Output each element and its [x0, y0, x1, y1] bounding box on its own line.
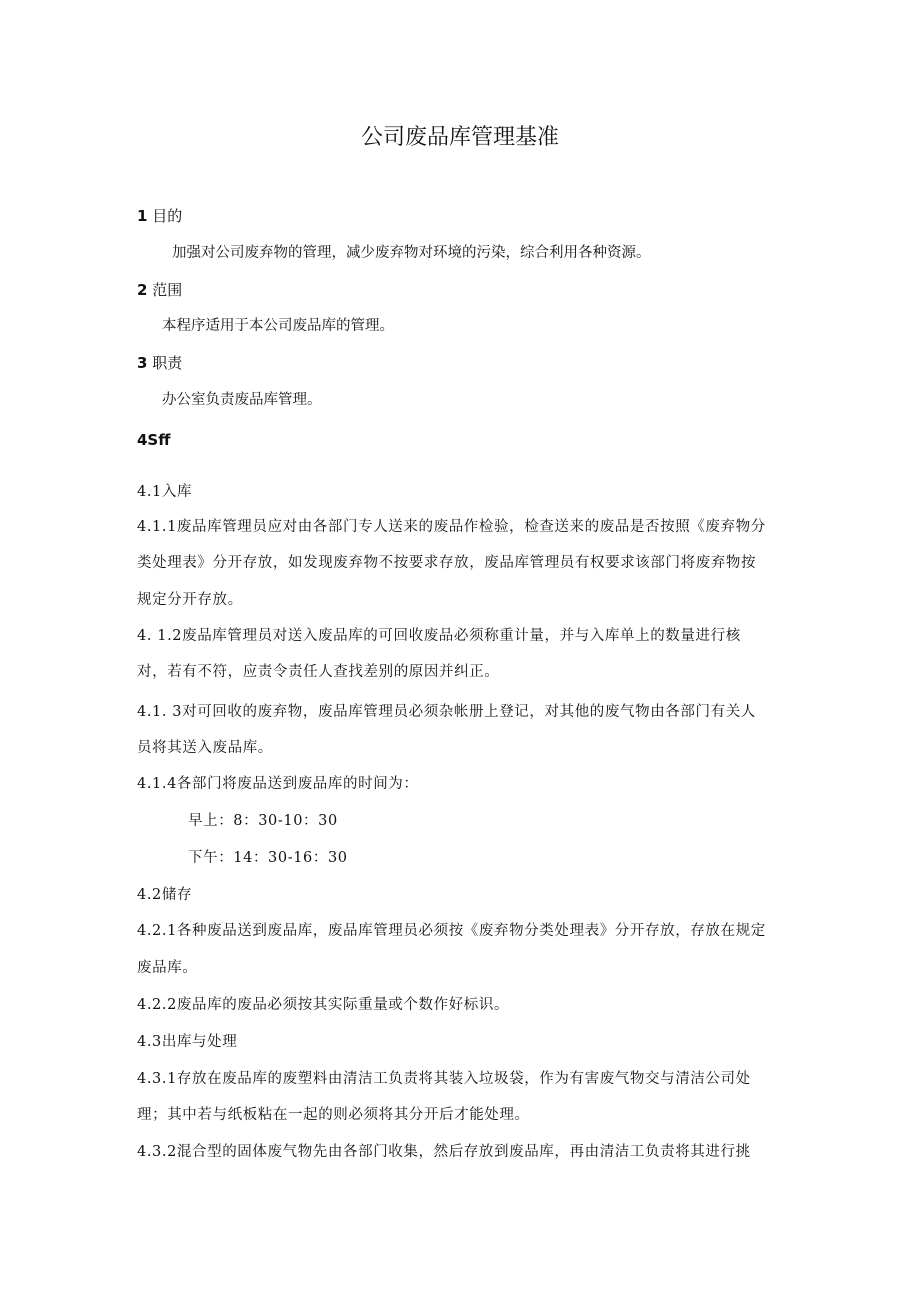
section-1-number: 1	[137, 207, 148, 225]
section-2-text: 本程序适用于本公司废品库的管理。	[162, 318, 394, 334]
section-4-heading	[137, 430, 170, 450]
section-3-text: 办公室负责废品库管理。	[162, 392, 322, 408]
paragraph-line: 4.1. 3对可回收的废弃物，废品库管理员必须杂帐册上登记，对其他的废气物由各部门有关人	[137, 704, 756, 720]
document-title: 公司废品库管理基准	[360, 125, 559, 150]
paragraph-line: 理；其中若与纸板粘在一起的则必须将其分开后才能处理。	[137, 1107, 530, 1123]
paragraph-line: 4.1.1废品库管理员应对由各部门专人送来的废品作检验，检查送来的废品是否按照《废弃物分	[137, 519, 766, 535]
section-2-number: 2	[137, 281, 148, 299]
schedule-morning: 早上：8：30-10：30	[188, 813, 338, 829]
paragraph-line: 对，若有不符，应责令责任人查找差别的原因并纠正。	[137, 664, 500, 680]
paragraph-line: 类处理表》分开存放，如发现废弃物不按要求存放，废品库管理员有权要求该部门将废弃物按	[137, 555, 757, 571]
paragraph-line: 4.3.2混合型的固体废气物先由各部门收集，然后存放到废品库，再由清洁工负责将其进行挑	[137, 1144, 751, 1160]
section-3-heading	[137, 353, 182, 373]
paragraph-line: 规定分开存放。	[137, 592, 243, 608]
section-4-title: 4Sff	[137, 431, 171, 449]
section-3-title: 职责	[152, 354, 183, 372]
paragraph-line: 4.2.2废品库的废品必须按其实际重量或个数作好标识。	[137, 997, 510, 1013]
section-2-title: 范围	[152, 281, 183, 299]
subsection-4-2-heading: 4.2储存	[137, 887, 193, 903]
paragraph-line: 4.1.4各部门将废品送到废品库的时间为：	[137, 776, 419, 792]
subsection-4-3-heading: 4.3出库与处理	[137, 1034, 238, 1050]
schedule-afternoon: 下午：14：30-16：30	[188, 850, 348, 866]
paragraph-line: 4. 1.2废品库管理员对送入废品库的可回收废品必须称重计量，并与入库单上的数量进行核	[137, 628, 741, 644]
section-2-heading	[137, 280, 182, 300]
section-3-number: 3	[137, 354, 148, 372]
section-1-heading	[137, 206, 182, 226]
section-1-text: 加强对公司废弃物的管理，减少废弃物对环境的污染，综合利用各种资源。	[172, 245, 651, 261]
section-1-title: 目的	[152, 207, 183, 225]
paragraph-line: 4.2.1各种废品送到废品库，废品库管理员必须按《废弃物分类处理表》分开存放，存放在规定	[137, 923, 766, 939]
paragraph-line: 员将其送入废品库。	[137, 740, 273, 756]
paragraph-line: 4.3.1存放在废品库的废塑料由清洁工负责将其装入垃圾袋，作为有害废气物交与清洁公司处	[137, 1071, 751, 1087]
subsection-4-1-heading: 4.1入库	[137, 484, 193, 500]
paragraph-line: 废品库。	[137, 960, 198, 976]
